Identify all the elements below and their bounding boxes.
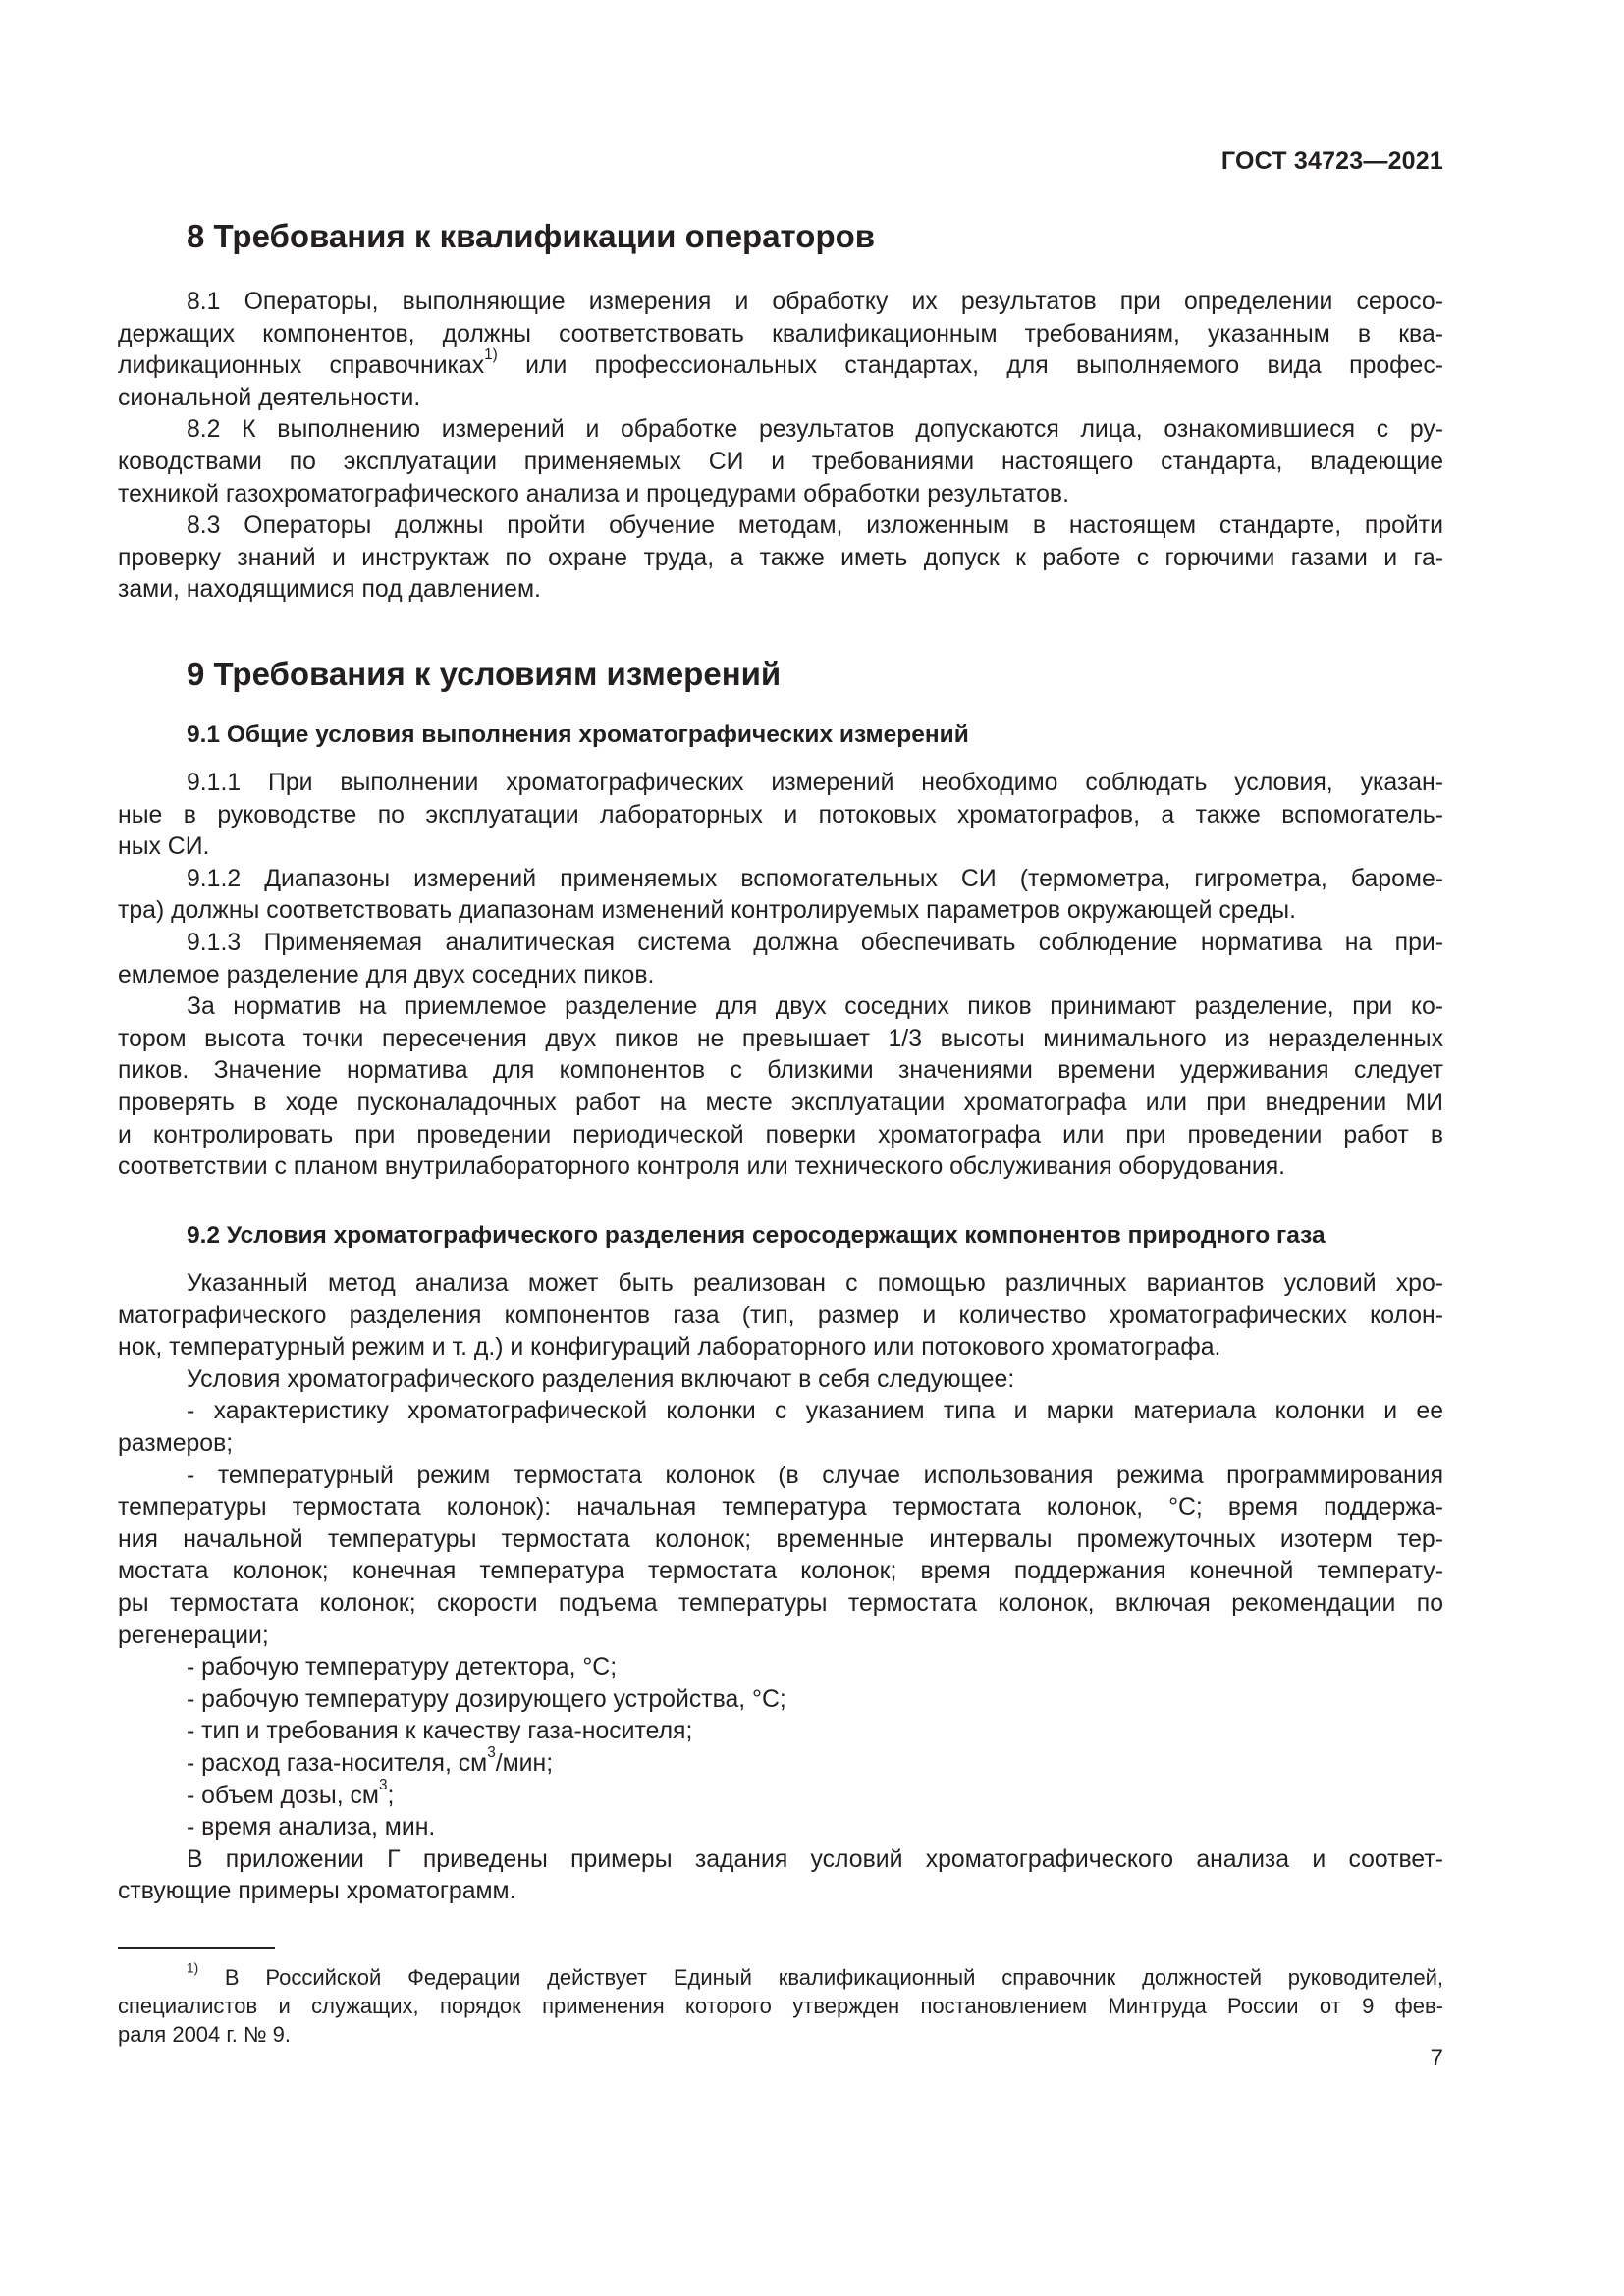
text-line: емлемое разделение для двух соседних пиков. bbox=[118, 961, 655, 988]
list-item: - время анализа, мин. bbox=[187, 1814, 436, 1842]
text-line: мостата колонок; конечная температура термостата колонок; время поддержания конечной температу- bbox=[118, 1558, 1443, 1585]
section-9-1-body bbox=[118, 768, 1443, 1184]
text-line: размеров; bbox=[118, 1429, 234, 1457]
text-run: или профессиональных стандартах, для выполняемого вида профес- bbox=[497, 352, 1444, 380]
list-item: - тип и требования к качеству газа-носителя; bbox=[187, 1718, 693, 1745]
text-line: ствующие примеры хроматограмм. bbox=[118, 1878, 516, 1905]
standard-code: ГОСТ 34723—2021 bbox=[1220, 147, 1443, 175]
text-line: 8.1 Операторы, выполняющие измерения и обработку их результатов при определении серосо- bbox=[187, 289, 1443, 315]
text-line: тра) должны соответствовать диапазонам изменений контролируемых параметров окружающей среды. bbox=[118, 897, 1297, 925]
paragraph-8-2 bbox=[118, 414, 1443, 510]
list-item: - рабочую температуру дозирующего устройства, °С; bbox=[187, 1685, 786, 1713]
text-line: ководствами по эксплуатации применяемых СИ и требованиями настоящего стандарта, владеющие bbox=[118, 448, 1443, 475]
text-line: ры термостата колонок; скорости подъема температуры термостата колонок, включая рекомендации по bbox=[118, 1589, 1443, 1617]
text-line: тором высота точки пересечения двух пиков не превышает 1/3 высоты минимального из неразделенных bbox=[118, 1025, 1443, 1052]
paragraph-9-1-2 bbox=[118, 864, 1443, 928]
footnote-divider bbox=[118, 1947, 275, 1949]
text-run: лификационных справочниках bbox=[118, 352, 485, 380]
section-8-body bbox=[118, 287, 1443, 607]
text-line bbox=[118, 347, 1444, 383]
text-line: Указанный метод анализа может быть реализован с помощью различных вариантов условий хро- bbox=[187, 1270, 1443, 1297]
footnote bbox=[118, 1960, 1443, 2049]
text-line: зами, находящимися под давлением. bbox=[118, 576, 541, 604]
paragraph-9-1-4 bbox=[118, 991, 1443, 1184]
text-run: В Российской Федерации действует Единый квалификационный справочник должностей руководителей, bbox=[198, 1965, 1443, 1990]
subsection-9-2-title: 9.2 Условия хроматографического разделения серосодержащих компонентов природного газа bbox=[187, 1222, 1326, 1249]
paragraph-8-1 bbox=[118, 287, 1443, 414]
page-number: 7 bbox=[1430, 2045, 1443, 2071]
subsection-9-1-title: 9.1 Общие условия выполнения хроматографических измерений bbox=[187, 721, 969, 748]
paragraph-9-2-1 bbox=[118, 1268, 1443, 1364]
text-line: ния начальной температуры термостата колонок; временные интервалы промежуточных изотерм тер- bbox=[118, 1525, 1443, 1553]
text-run: /мин; bbox=[495, 1749, 554, 1777]
paragraph-9-2-2: Условия хроматографического разделения включают в себя следующее: bbox=[187, 1365, 1015, 1393]
section-8-title: 8 Требования к квалификации операторов bbox=[187, 218, 876, 254]
text-line: нок, температурный режим и т. д.) и конфигураций лабораторного или потокового хроматографа. bbox=[118, 1334, 1221, 1362]
text-line: соответствии с планом внутрилабораторного контроля или технического обслуживания оборудования. bbox=[118, 1153, 1286, 1181]
text-line: 9.1.3 Применяемая аналитическая система должна обеспечивать соблюдение норматива на при- bbox=[187, 929, 1443, 956]
section-9-2-body bbox=[118, 1268, 1443, 1908]
text-line: ных СИ. bbox=[118, 833, 210, 861]
paragraph-9-1-1 bbox=[118, 768, 1443, 864]
text-line: сиональной деятельности. bbox=[118, 384, 421, 411]
text-line: пиков. Значение норматива для компонентов с близкими значениями времени удерживания следует bbox=[118, 1057, 1443, 1085]
text-line: специалистов и служащих, порядок применения которого утвержден постановлением Минтруда России от 9 фев- bbox=[118, 1994, 1443, 2018]
text-line: техникой газохроматографического анализа и процедурами обработки результатов. bbox=[118, 480, 1069, 507]
text-line: 9.1.2 Диапазоны измерений применяемых вспомогательных СИ (термометра, гигрометра, бароме- bbox=[187, 865, 1443, 892]
list-item bbox=[118, 1461, 1443, 1653]
text-line: проверку знаний и инструктаж по охране труда, а также иметь допуск к работе с горючими газами и га- bbox=[118, 544, 1443, 571]
text-line: и контролировать при проведении периодической поверки хроматографа или при проведении работ в bbox=[118, 1121, 1443, 1148]
text-line: 8.2 К выполнению измерений и обработке результатов допускаются лица, ознакомившиеся с ру- bbox=[187, 416, 1443, 444]
footnote-ref: 1) bbox=[484, 347, 498, 364]
text-run: - объем дозы, см bbox=[187, 1782, 379, 1809]
text-line: ные в руководстве по эксплуатации лабораторных и потоковых хроматографов, а также вспомогатель- bbox=[118, 801, 1443, 828]
text-run: ; bbox=[387, 1782, 395, 1809]
text-line: В приложении Г приведены примеры задания условий хроматографического анализа и соответ- bbox=[187, 1845, 1443, 1873]
paragraph-9-1-3 bbox=[118, 928, 1443, 991]
text-line: - температурный режим термостата колонок (в случае использования режима программирования bbox=[187, 1462, 1443, 1489]
text-line: - характеристику хроматографической колонки с указанием типа и марки материала колонки и ее bbox=[187, 1398, 1443, 1425]
section-9-title: 9 Требования к условиям измерений bbox=[187, 656, 782, 692]
superscript: 3 bbox=[487, 1744, 496, 1762]
superscript: 3 bbox=[378, 1776, 388, 1793]
list-item: - рабочую температуру детектора, °С; bbox=[187, 1654, 618, 1682]
text-run: - расход газа-носителя, см bbox=[187, 1749, 488, 1777]
text-line: держащих компонентов, должны соответствовать квалификационным требованиям, указанным в ква- bbox=[118, 320, 1443, 347]
text-line: 9.1.1 При выполнении хроматографических измерений необходимо соблюдать условия, указан- bbox=[187, 770, 1443, 796]
paragraph-9-2-3 bbox=[118, 1844, 1443, 1908]
text-line: За норматив на приемлемое разделение для двух соседних пиков принимают разделение, при ко- bbox=[187, 993, 1443, 1021]
list-item bbox=[118, 1396, 1443, 1460]
text-line: температуры термостата колонок): начальная температура термостата колонок, °С; время поддержа- bbox=[118, 1494, 1443, 1522]
text-line: 8.3 Операторы должны пройти обучение методам, изложенным в настоящем стандарте, пройти bbox=[187, 512, 1443, 540]
text-line: проверять в ходе пусконаладочных работ на месте эксплуатации хроматографа или при внедрении МИ bbox=[118, 1089, 1443, 1116]
text-line bbox=[118, 1960, 1443, 1992]
text-line: матографического разделения компонентов газа (тип, размер и количество хроматографических колон- bbox=[118, 1302, 1443, 1329]
paragraph-8-3 bbox=[118, 510, 1443, 607]
list-item bbox=[118, 1744, 1443, 1781]
list-item bbox=[118, 1776, 1443, 1813]
text-line: регенерации; bbox=[118, 1622, 269, 1649]
text-line: раля 2004 г. № 9. bbox=[118, 2022, 292, 2047]
footnote-mark: 1) bbox=[187, 1960, 199, 1976]
